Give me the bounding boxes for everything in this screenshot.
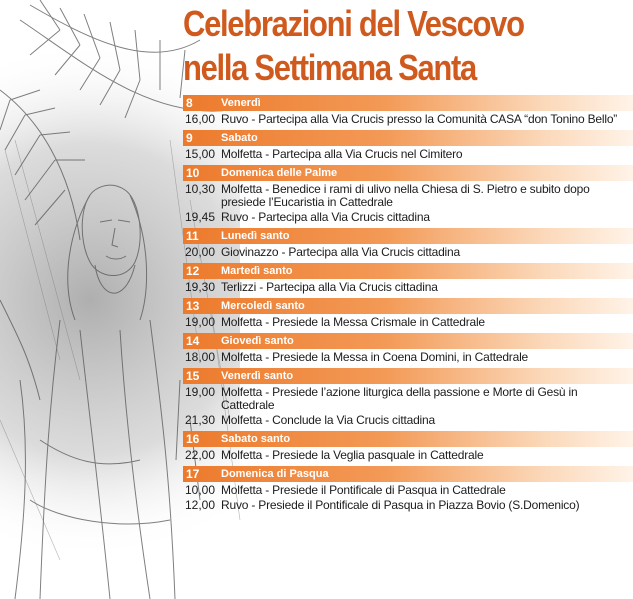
event-description: Molfetta - Presiede la Messa Crismale in Cattedrale (221, 315, 485, 329)
event-description: Ruvo - Partecipa alla Via Crucis presso la Comunità CASA “don Tonino Bello” (221, 112, 618, 126)
event-row (183, 246, 633, 259)
event-time: 10,30 (185, 182, 216, 196)
day-header (183, 466, 633, 482)
event-time: 16,00 (185, 112, 216, 126)
event-time: 22,00 (185, 448, 216, 462)
day-number: 10 (186, 166, 200, 180)
day-name: Mercoledì santo (221, 300, 305, 312)
day-header (183, 165, 633, 181)
event-time: 10,00 (185, 483, 216, 497)
title-line-2: nella Settimana Santa (183, 47, 476, 88)
event-row (183, 316, 633, 329)
event-description: Giovinazzo - Partecipa alla Via Crucis cittadina (221, 245, 460, 259)
day-name: Venerdì (221, 97, 261, 109)
event-time: 19,45 (185, 210, 216, 224)
event-time: 19,30 (185, 280, 216, 294)
day-name: Giovedì santo (221, 335, 294, 347)
event-description: Ruvo - Partecipa alla Via Crucis cittadina (221, 210, 430, 224)
day-header (183, 333, 633, 349)
event-description: Molfetta - Benedice i rami di ulivo nella Chiesa di S. Pietro e subito dopo presiede l’Eucaristia in Cattedrale (221, 182, 590, 209)
event-row (183, 449, 633, 462)
event-time: 20,00 (185, 245, 216, 259)
day-name: Martedì santo (221, 265, 293, 277)
day-number: 11 (186, 229, 199, 243)
event-time: 15,00 (185, 147, 216, 161)
event-row (183, 148, 633, 161)
event-time: 19,00 (185, 385, 216, 399)
day-name: Lunedì santo (221, 230, 290, 242)
day-header (183, 263, 633, 279)
schedule-list (183, 95, 633, 512)
event-description: Molfetta - Presiede la Messa in Coena Domini, in Cattedrale (221, 350, 529, 364)
event-row (183, 281, 633, 294)
day-number: 16 (186, 432, 200, 446)
event-description: Molfetta - Presiede il Pontificale di Pasqua in Cattedrale (221, 483, 506, 497)
day-header (183, 431, 633, 447)
day-name: Domenica di Pasqua (221, 468, 329, 480)
event-time: 18,00 (185, 350, 216, 364)
day-number: 14 (186, 334, 200, 348)
event-row (183, 183, 633, 209)
event-time: 19,00 (185, 315, 216, 329)
event-row (183, 211, 633, 224)
day-name: Venerdì santo (221, 370, 294, 382)
day-name: Sabato santo (221, 433, 291, 445)
event-description: Molfetta - Presiede la Veglia pasquale in Cattedrale (221, 448, 484, 462)
day-name: Domenica delle Palme (221, 167, 338, 179)
day-number: 12 (186, 264, 200, 278)
day-header (183, 298, 633, 314)
day-number: 15 (186, 369, 200, 383)
day-number: 9 (186, 131, 193, 145)
event-time: 21,30 (185, 413, 216, 427)
title-line-1: Celebrazioni del Vescovo (183, 3, 524, 44)
event-row (183, 113, 633, 126)
event-description: Ruvo - Presiede il Pontificale di Pasqua in Piazza Bovio (S.Domenico) (221, 498, 580, 512)
event-row (183, 499, 633, 512)
day-number: 8 (186, 96, 193, 110)
day-number: 13 (186, 299, 200, 313)
event-description: Molfetta - Presiede l’azione liturgica della passione e Morte di Gesù in Cattedrale (221, 385, 578, 412)
event-description: Terlizzi - Partecipa alla Via Crucis cittadina (221, 280, 438, 294)
event-row (183, 351, 633, 364)
event-description: Molfetta - Conclude la Via Crucis cittadina (221, 413, 435, 427)
event-description: Molfetta - Partecipa alla Via Crucis nel Cimitero (221, 147, 463, 161)
page-title (183, 2, 570, 90)
day-header (183, 95, 633, 111)
day-name: Sabato (221, 132, 258, 144)
event-row (183, 414, 633, 427)
day-header (183, 368, 633, 384)
day-number: 17 (186, 467, 200, 481)
event-time: 12,00 (185, 498, 216, 512)
day-header (183, 130, 633, 146)
event-row (183, 386, 633, 412)
event-row (183, 484, 633, 497)
day-header (183, 228, 633, 244)
